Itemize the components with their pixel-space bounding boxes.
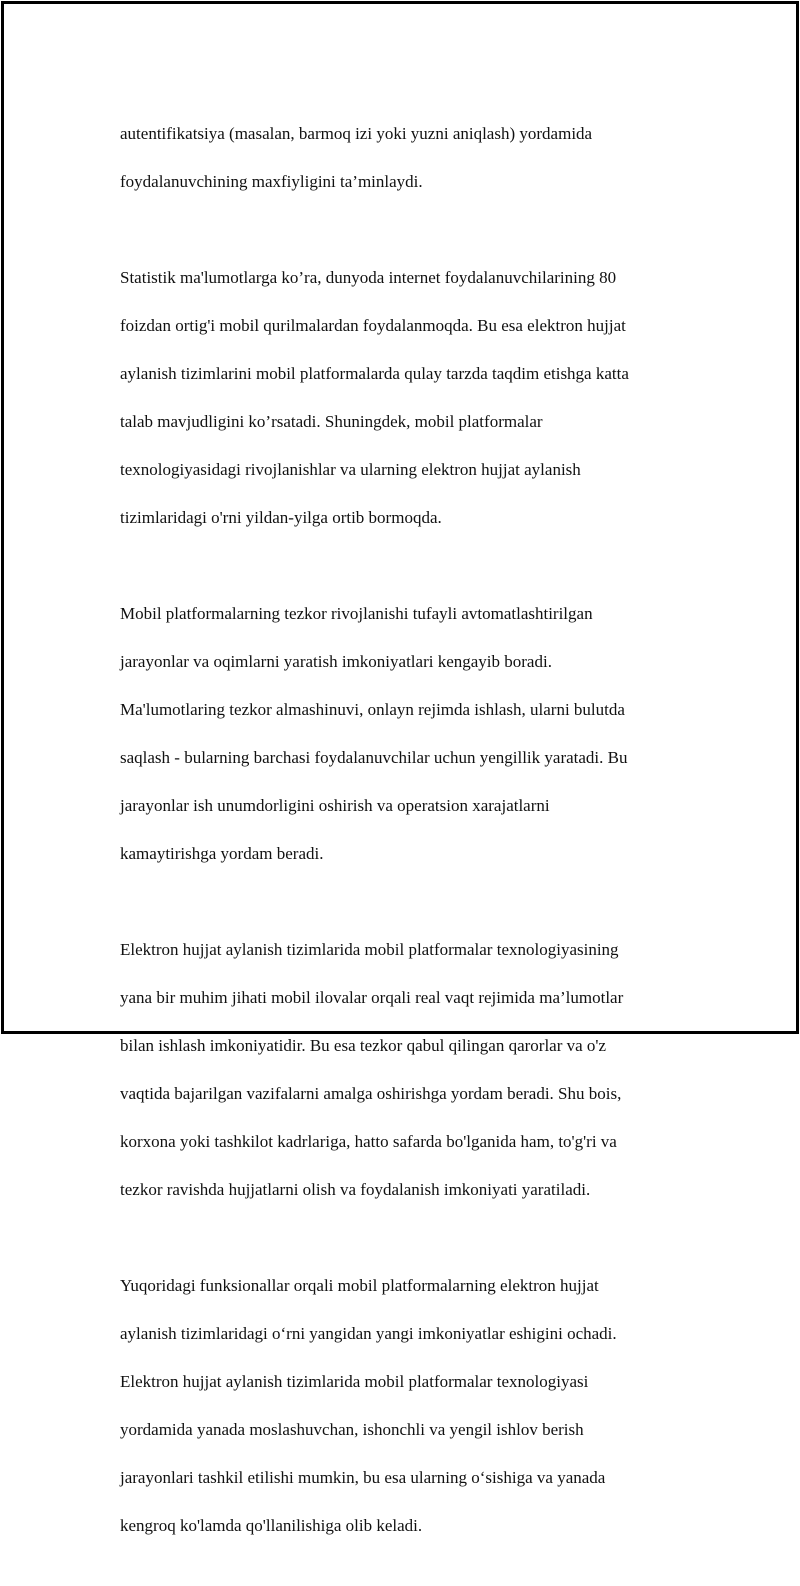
text-line: Mobil platformalarning tezkor rivojlanishi tufayli avtomatlashtirilgan <box>120 604 593 623</box>
text-line: texnologiyasidagi rivojlanishlar va ularning elektron hujjat aylanish <box>120 460 581 479</box>
text-line: tezkor ravishda hujjatlarni olish va foydalanish imkoniyati yaratiladi. <box>120 1180 591 1199</box>
text-line: saqlash - bularning barchasi foydalanuvchilar uchun yengillik yaratadi. Bu <box>120 748 628 767</box>
paragraph-2 <box>120 242 680 554</box>
text-line: bilan ishlash imkoniyatidir. Bu esa tezkor qabul qilingan qarorlar va o'z <box>120 1036 607 1055</box>
paragraph-4 <box>120 914 680 1226</box>
document-page <box>1 1 799 1535</box>
text-line: Yuqoridagi funksionallar orqali mobil platformalarning elektron hujjat <box>120 1276 599 1295</box>
text-line: jarayonlar ish unumdorligini oshirish va operatsion xarajatlarni <box>120 796 550 815</box>
text-line: aylanish tizimlarini mobil platformalarda qulay tarzda taqdim etishga katta <box>120 364 629 383</box>
text-line: autentifikatsiya (masalan, barmoq izi yoki yuzni aniqlash) yordamida <box>120 124 593 143</box>
text-line: foydalanuvchining maxfiyligini ta’minlaydi. <box>120 172 423 191</box>
text-line: kengroq ko'lamda qo'llanilishiga olib keladi. <box>120 1516 423 1535</box>
paragraph-5 <box>120 1250 680 1562</box>
text-line: korxona yoki tashkilot kadrlariga, hatto safarda bo'lganida ham, to'g'ri va <box>120 1132 617 1151</box>
text-line: talab mavjudligini ko’rsatadi. Shuningdek, mobil platformalar <box>120 412 543 431</box>
text-line: Elektron hujjat aylanish tizimlarida mobil platformalar texnologiyasining <box>120 940 619 959</box>
text-line: jarayonlari tashkil etilishi mumkin, bu esa ularning o‘sishiga va yanada <box>120 1468 606 1487</box>
text-line: jarayonlar va oqimlarni yaratish imkoniyatlari kengayib boradi. <box>120 652 552 671</box>
text-line: vaqtida bajarilgan vazifalarni amalga oshirishga yordam beradi. Shu bois, <box>120 1084 622 1103</box>
text-line: Statistik ma'lumotlarga ko’ra, dunyoda internet foydalanuvchilarining 80 <box>120 268 617 287</box>
paragraph-3 <box>120 578 680 890</box>
text-line: Ma'lumotlaring tezkor almashinuvi, onlayn rejimda ishlash, ularni bulutda <box>120 700 625 719</box>
paragraph-1 <box>120 98 680 218</box>
text-line: Elektron hujjat aylanish tizimlarida mobil platformalar texnologiyasi <box>120 1372 589 1391</box>
text-line: aylanish tizimlaridagi o‘rni yangidan yangi imkoniyatlar eshigini ochadi. <box>120 1324 617 1343</box>
text-line: foizdan ortig'i mobil qurilmalardan foydalanmoqda. Bu esa elektron hujjat <box>120 316 626 335</box>
text-line: yordamida yanada moslashuvchan, ishonchli va yengil ishlov berish <box>120 1420 584 1439</box>
text-line: yana bir muhim jihati mobil ilovalar orqali real vaqt rejimida ma’lumotlar <box>120 988 624 1007</box>
text-line: kamaytirishga yordam beradi. <box>120 844 324 863</box>
text-line: tizimlaridagi o'rni yildan-yilga ortib bormoqda. <box>120 508 442 527</box>
document-body <box>120 98 680 1586</box>
